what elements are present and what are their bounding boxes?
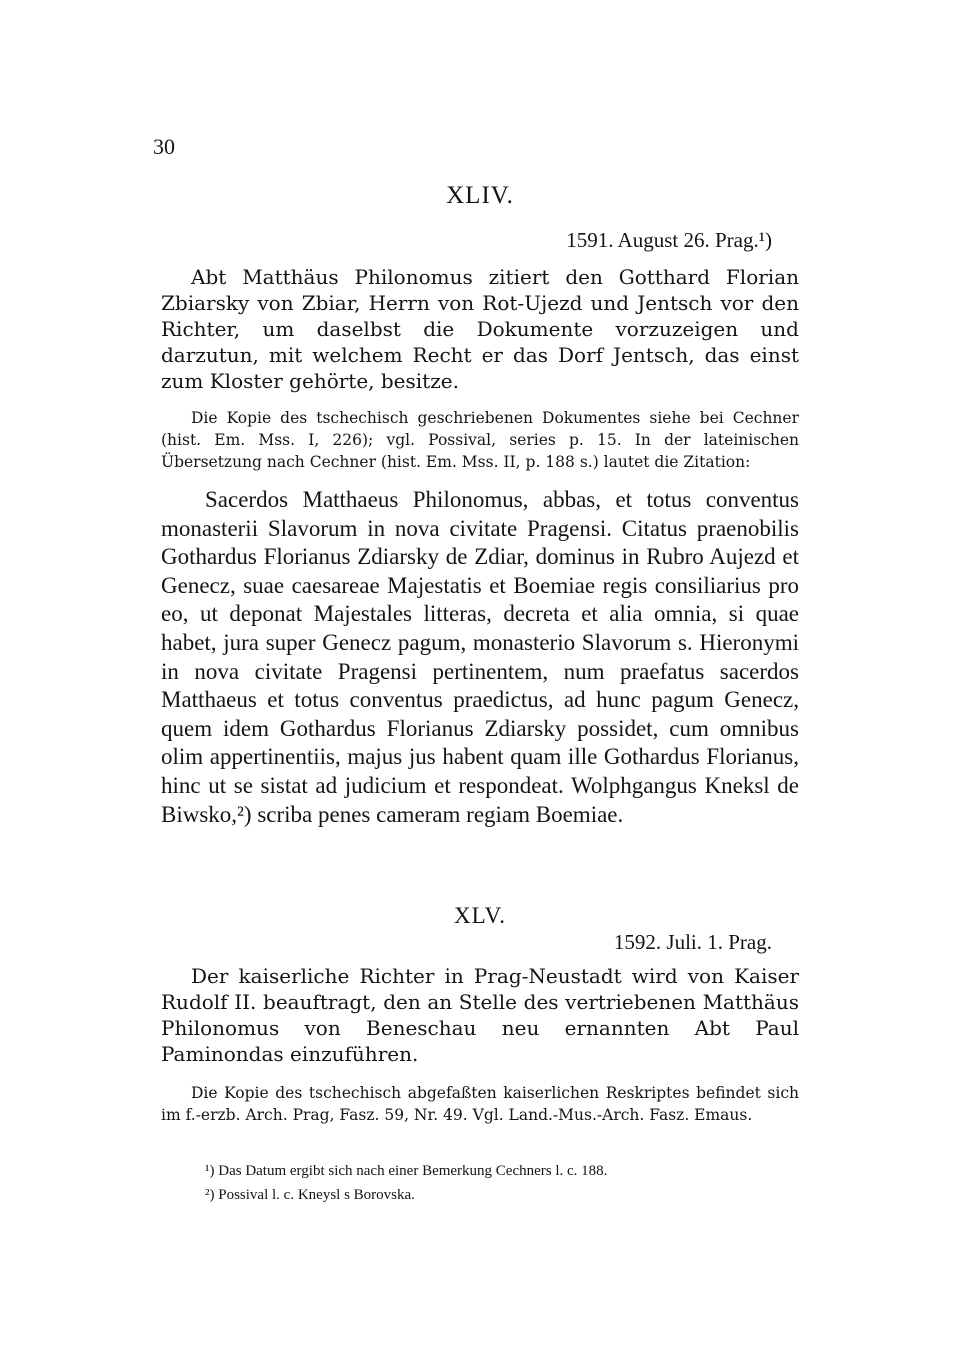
footnote-2: ²) Possival l. c. Kneysl s Borovska. bbox=[205, 1187, 415, 1203]
summary-44: Abt Matthäus Philonomus zitiert den Gotthard Florian Zbiarsky von Zbiar, Herrn von Rot-Ujezd und Jentsch vor den Richter, um daselbst die Dokumente vorzuzeigen und darzutun, mit welchem Recht er das Dorf Jentsch, das einst zum Kloster gehörte, besitze. bbox=[161, 265, 799, 393]
document-heading-45: XLV. bbox=[454, 903, 506, 928]
page-number: 30 bbox=[153, 134, 175, 159]
note-45: Die Kopie des tschechisch abgefaßten kaiserlichen Reskriptes befindet sich im f.-erzb. Arch. Prag, Fasz. 59, Nr. 49. Vgl. Land.-Mus.-Arch. Fasz. Emaus. bbox=[161, 1084, 799, 1124]
document-heading-44: XLIV. bbox=[446, 182, 514, 209]
note-44: Die Kopie des tschechisch geschriebenen Dokumentes siehe bei Cechner (hist. Em. Mss. I, 226); vgl. Possival, series p. 15. In der lateinischen Übersetzung nach Cechner (hist. Em. Mss. II, p. 188 s.) lautet die Zitation: bbox=[161, 409, 799, 471]
dateline-44: 1591. August 26. Prag.¹) bbox=[566, 228, 772, 252]
footnote-1: ¹) Das Datum ergibt sich nach einer Bemerkung Cechners l. c. 188. bbox=[205, 1163, 608, 1179]
latin-citation-44: Sacerdos Matthaeus Philonomus, abbas, et totus conventus monasterii Slavorum in nova civitate Pragensi. Citatus praenobilis Gothardus Florianus Zdiarsky de Zdiar, dominus in Rubro Aujezd et Genecz, suae caesareae Majestatis et Boemiae regis consiliarius pro eo, ut deponat Majestales litteras, decreta et alia omnia, si quae habet, jura super Genecz pagum, monasterio Slavorum s. Hieronymi in nova civitate Pragensi pertinentem, num praefatus sacerdos Matthaeus et totus conventus praedictus, ad hunc pagum Genecz, quem idem Gothardus Florianus Zdiarsky possidet, cum omnibus olim appertinentiis, majus jus habent quam ille Gothardus Florianus, hinc ut se sistat ad judicium et respondeat. Wolphgangus Kneksl de Biwsko,²) scriba penes cameram regiam Boemiae. bbox=[161, 487, 799, 827]
dateline-45: 1592. Juli. 1. Prag. bbox=[613, 930, 772, 954]
summary-45: Der kaiserliche Richter in Prag-Neustadt wird von Kaiser Rudolf II. beauftragt, den an Stelle des vertriebenen Matthäus Philonomus von Beneschau neu ernannten Abt Paul Paminondas einzuführen. bbox=[161, 964, 799, 1066]
